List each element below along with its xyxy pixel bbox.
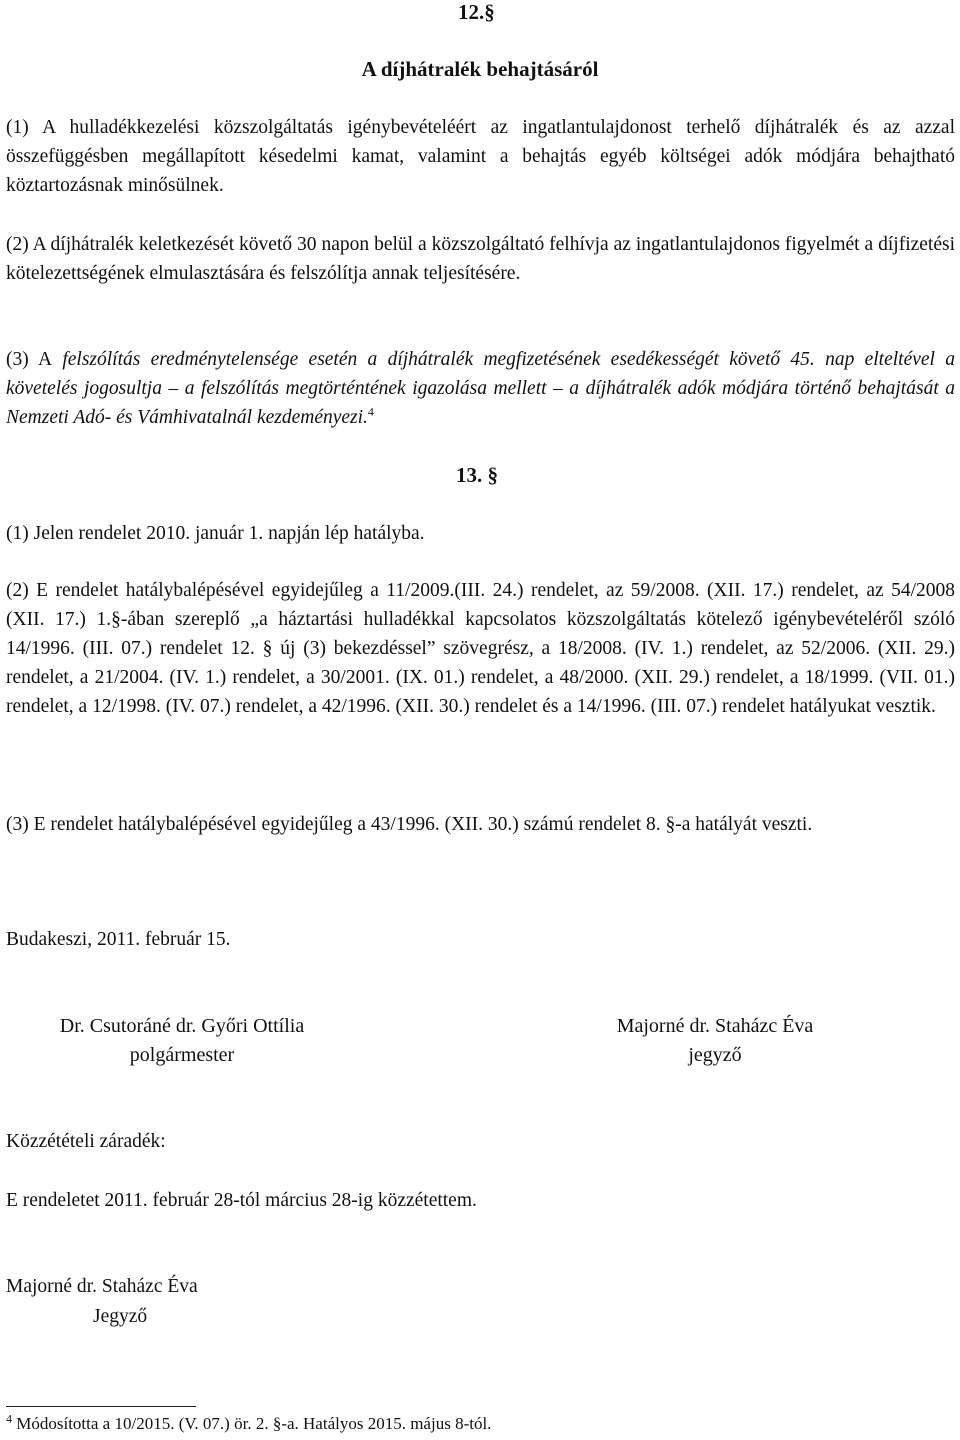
footnote-text: Módosította a 10/2015. (V. 07.) ör. 2. §-a. Hatályos 2015. május 8-tól. [12,1414,492,1433]
signature-right-name: Majorné dr. Staházc Éva [616,1015,814,1037]
section-13-paragraph-3: (3) E rendelet hatálybalépésével egyidejűleg a 43/1996. (XII. 30.) számú rendelet 8. §-a hatályát veszti. [6,814,813,835]
signature-right-title: jegyző [688,1044,742,1066]
paragraph-3-italic-text: felszólítás eredménytelensége esetén a díjhátralék megfizetésének esedékességét követő 45. nap elteltével a követelés jogosultja – a felszólítás megtörténtének igazolása mellett – a díjhátralék adók módjára történő behajtását a Nemzeti Adó- és Vámhivatalnál kezdeményezi. [6,349,956,428]
clause-text: E rendeletet 2011. február 28-tól március 28-ig közzétettem. [6,1190,477,1211]
section-13-number: 13. § [456,463,498,487]
section-12-paragraph-2: (2) A díjhátralék keletkezését követő 30 napon belül a közszolgáltató felhívja az ingatlantulajdonos figyelmét a díjfizetési kötelezettségének elmulasztására és felszólítja annak teljesítésére. [6,234,955,284]
section-13-paragraph-2: (2) E rendelet hatálybalépésével egyidejűleg a 11/2009.(III. 24.) rendelet, az 59/2008. (XII. 17.) rendelet, az 54/2008 (XII. 17.) 1.§-ában szereplő „a háztartási hulladékkal kapcsolatos közszolgáltatás kötelező igénybevételéről szóló 14/1996. (III. 07.) rendelet 12. § új (3) bekezdéssel” szövegrész, a 18/2008. (IV. 1.) rendelet, az 52/2006. (XII. 29.) rendelet, a 21/2004. (IV. 1.) rendelet, a 30/2001. (IX. 01.) rendelet, a 48/2000. (XII. 29.) rendelet, a 18/1999. (VII. 01.) rendelet, a 12/1998. (IV. 07.) rendelet, a 42/1996. (XII. 30.) rendelet és a 14/1996. (III. 07.) rendelet hatályukat vesztik. [6,580,955,717]
footnote-marker: 4 [6,1411,12,1426]
footnote-divider [6,1406,196,1407]
signature-left-name: Dr. Csutoráné dr. Győri Ottília [59,1015,305,1037]
section-13-paragraph-1: (1) Jelen rendelet 2010. január 1. napján lép hatályba. [6,523,425,544]
section-12-title: A díjhátralék behajtásáról [361,57,599,81]
section-12-paragraph-1: (1) A hulladékkezelési közszolgáltatás igénybevételéért az ingatlantulajdonost terhelő díjhátralék és az azzal összefüggésben megállapított késedelmi kamat, valamint a behajtás egyéb költségei adók módjára behajtható köztartozásnak minősülnek. [6,117,955,196]
paragraph-3-prefix: (3) A [6,349,53,370]
footnote-reference: 4 [367,404,374,419]
final-signature-title: Jegyző [93,1306,148,1327]
final-signature-name: Majorné dr. Staházc Éva [6,1276,198,1297]
clause-label: Közzétételi záradék: [6,1131,166,1152]
date-line: Budakeszi, 2011. február 15. [6,929,231,950]
signature-right [560,1012,870,1070]
signature-left-title: polgármester [129,1044,235,1066]
footnote [6,1411,492,1434]
section-12-number: 12.§ [458,0,495,24]
section-12-paragraph-3 [6,345,955,432]
signature-left [0,1012,364,1070]
